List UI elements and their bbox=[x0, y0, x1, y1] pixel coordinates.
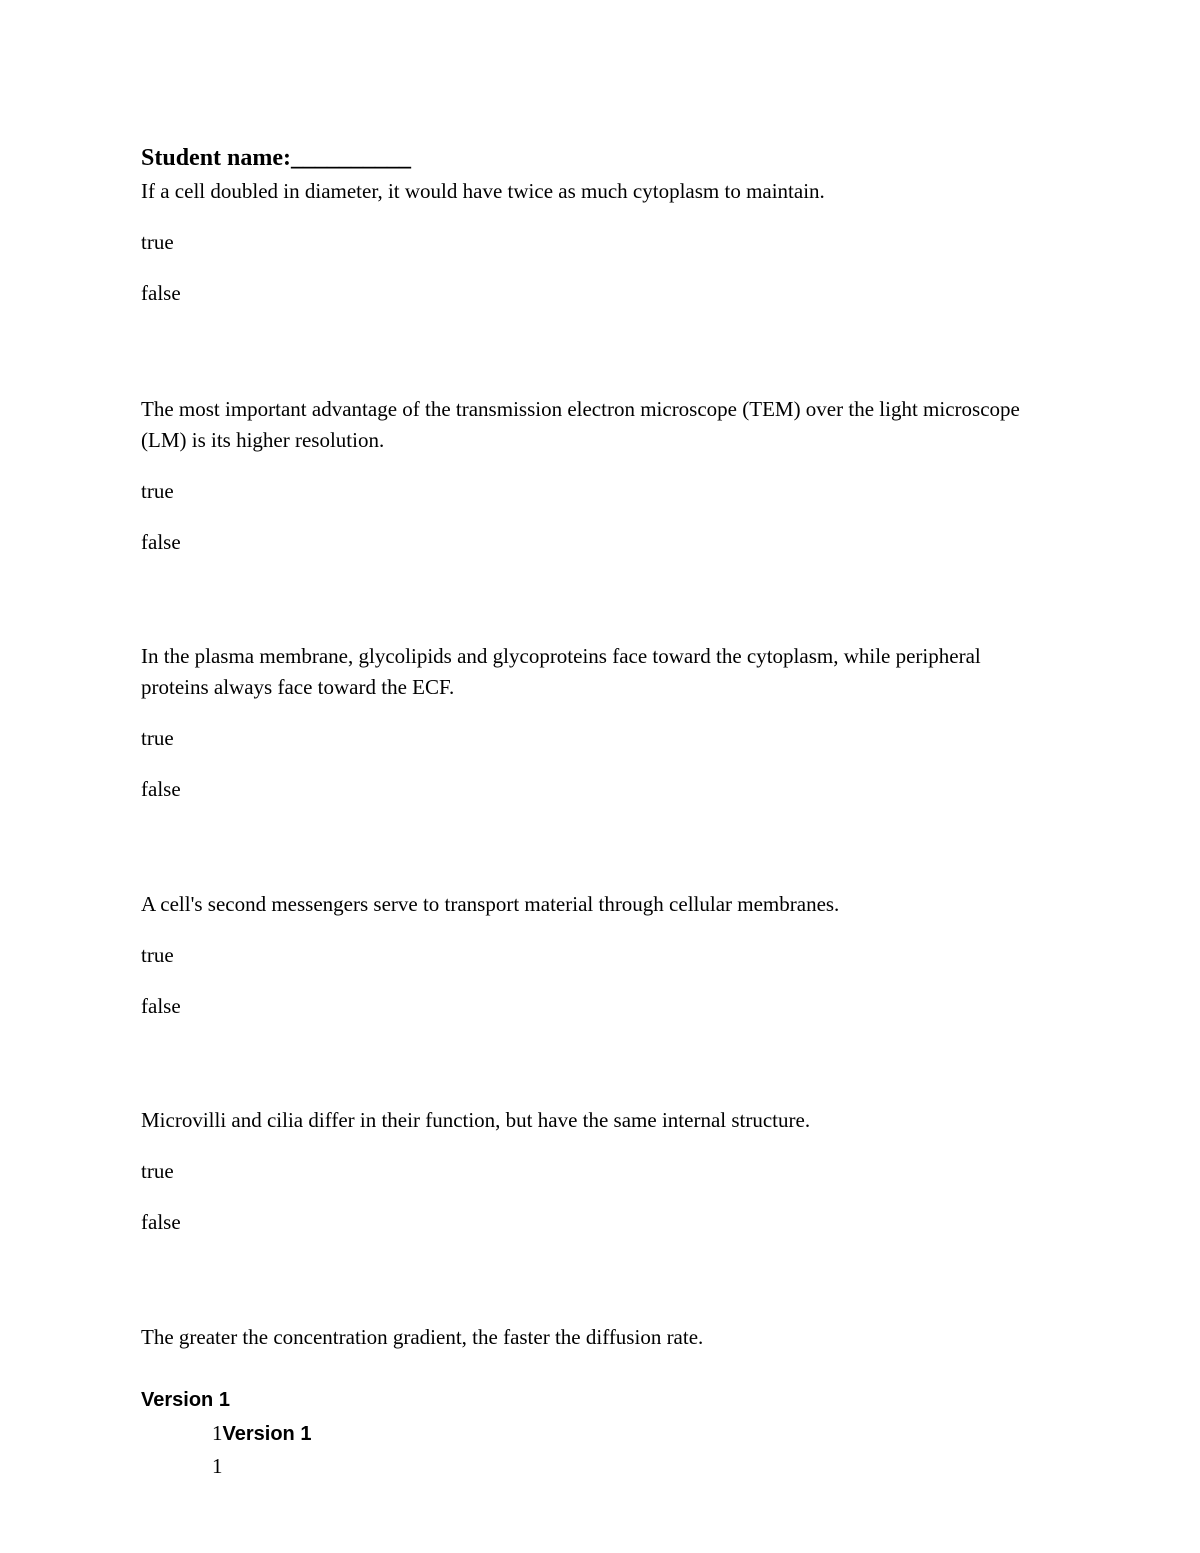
version-label-repeat: Version 1 bbox=[222, 1423, 312, 1445]
question-2 bbox=[141, 394, 1031, 558]
option-true: true bbox=[141, 726, 174, 750]
question-1 bbox=[141, 176, 1031, 309]
option-true: true bbox=[141, 479, 174, 503]
option-false: false bbox=[141, 994, 181, 1018]
option-false: false bbox=[141, 281, 181, 305]
option-false: false bbox=[141, 1210, 181, 1234]
version-label: Version 1 bbox=[141, 1389, 230, 1411]
option-true: true bbox=[141, 1159, 174, 1183]
option-false: false bbox=[141, 530, 181, 554]
question-text: If a cell doubled in diameter, it would have twice as much cytoplasm to maintain. bbox=[141, 179, 825, 203]
question-text: A cell's second messengers serve to transport material through cellular membranes. bbox=[141, 892, 840, 916]
question-text: The most important advantage of the transmission electron microscope (TEM) over the light microscope (LM) is its higher resolution. bbox=[141, 397, 1020, 452]
question-5 bbox=[141, 1105, 1031, 1238]
question-4 bbox=[141, 889, 1031, 1022]
student-name-label: Student name: bbox=[141, 145, 292, 171]
option-false: false bbox=[141, 777, 181, 801]
student-name-blank: __________ bbox=[291, 145, 412, 171]
student-name-header bbox=[141, 144, 411, 172]
version-number: 1 bbox=[212, 1421, 223, 1445]
question-text: The greater the concentration gradient, the faster the diffusion rate. bbox=[141, 1325, 704, 1349]
question-6 bbox=[141, 1322, 1031, 1353]
option-true: true bbox=[141, 943, 174, 967]
option-true: true bbox=[141, 230, 174, 254]
question-text: In the plasma membrane, glycolipids and glycoproteins face toward the cytoplasm, while peripheral proteins always face toward the ECF. bbox=[141, 644, 981, 699]
question-3 bbox=[141, 641, 1031, 805]
version-number-repeat: 1 bbox=[212, 1454, 223, 1478]
question-text: Microvilli and cilia differ in their function, but have the same internal structure. bbox=[141, 1108, 811, 1132]
